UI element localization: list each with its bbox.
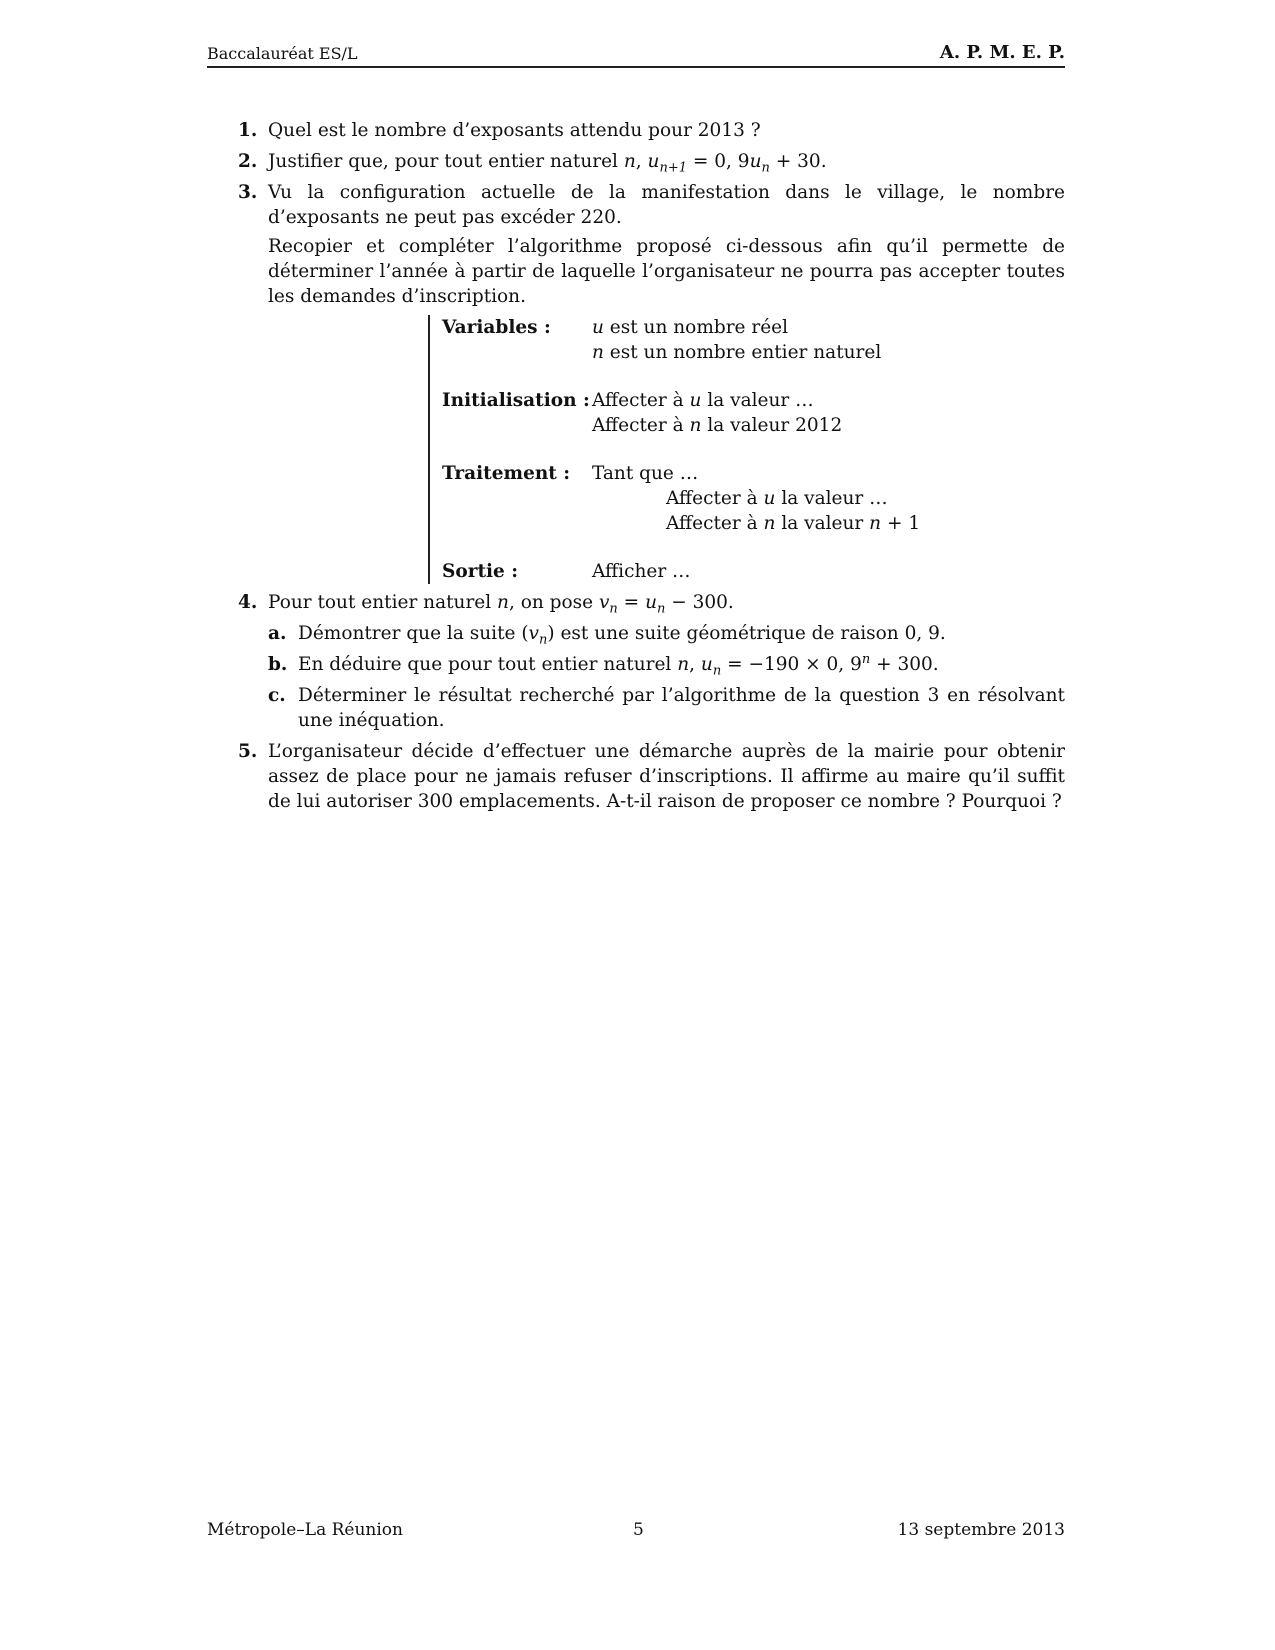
algo-init-u: Affecter à u la valeur … (592, 390, 814, 411)
subquestion-letter: a. (268, 623, 287, 644)
question-3 (238, 180, 1065, 584)
question-number: 5. (238, 741, 258, 762)
footer-date: 13 septembre 2013 (897, 1520, 1065, 1540)
subquestion-text: Démontrer que la suite $(v_n)$ est une suite géométrique de raison 0, 9. (298, 623, 946, 648)
page-header (207, 42, 1065, 68)
algo-assign-n: Affecter à n la valeur n + 1 (666, 513, 921, 534)
question-number: 2. (238, 151, 258, 172)
question-text: Quel est le nombre d’exposants attendu pour 2013 ? (268, 120, 761, 141)
algo-output: Afficher … (592, 561, 691, 582)
question-text: L’organisateur décide d’effectuer une démarche auprès de la mairie pour obtenir assez de place pour ne jamais refuser d’inscriptions. Il affirme au maire qu’il suffit de lui autoriser 300 emplacements. A-t-il raison de proposer ce nombre ? Pourquoi ? (268, 741, 1065, 812)
question-2 (238, 149, 1065, 174)
algo-variable-u: u est un nombre réel (592, 317, 789, 338)
question-4b (268, 652, 1065, 677)
algorithm-box (428, 315, 962, 584)
header-right: A. P. M. E. P. (939, 42, 1065, 63)
exercise-content (238, 118, 1065, 820)
question-4 (238, 590, 1065, 733)
question-1 (238, 118, 1065, 143)
subquestion-text: Déterminer le résultat recherché par l’algorithme de la question 3 en résolvant une inéquation. (298, 685, 1065, 731)
algo-assign-u: Affecter à u la valeur … (666, 488, 888, 509)
question-text: Vu la configuration actuelle de la manifestation dans le village, le nombre d’exposants ne peut pas excéder 220. (268, 182, 1065, 228)
subquestion-letter: b. (268, 654, 288, 675)
question-number: 1. (238, 120, 258, 141)
algo-init-label: Initialisation : (442, 390, 590, 411)
algo-treatment-label: Traitement : (442, 463, 571, 484)
subquestion-letter: c. (268, 685, 286, 706)
header-left: Baccalauréat ES/L (207, 44, 358, 63)
question-text: Pour tout entier naturel n, on pose $v_n = u_n - 300$. (268, 592, 734, 617)
footer-left: Métropole–La Réunion (207, 1520, 403, 1540)
question-number: 3. (238, 182, 258, 203)
question-4c (268, 683, 1065, 733)
question-number: 4. (238, 592, 258, 613)
subquestion-text: En déduire que pour tout entier naturel n, $u_n = -190 \times 0$, $9^n + 300$. (298, 651, 939, 679)
algo-while: Tant que … (592, 463, 699, 484)
algo-variable-n: n est un nombre entier naturel (592, 342, 882, 363)
question-text: Justifier que, pour tout entier naturel n, $u_{n+1} = 0$, $9u_n + 30$. (268, 151, 827, 176)
question-instruction: Recopier et compléter l’algorithme proposé ci-dessous afin qu’il permette de déterminer l’année à partir de laquelle l’organisateur ne pourra pas accepter toutes les demandes d’inscription. (268, 236, 1065, 307)
question-5 (238, 739, 1065, 814)
algo-output-label: Sortie : (442, 561, 519, 582)
question-4a (268, 621, 1065, 646)
algo-init-n: Affecter à n la valeur 2012 (592, 415, 843, 436)
page-number: 5 (633, 1520, 644, 1540)
algo-variables-label: Variables : (442, 317, 551, 338)
